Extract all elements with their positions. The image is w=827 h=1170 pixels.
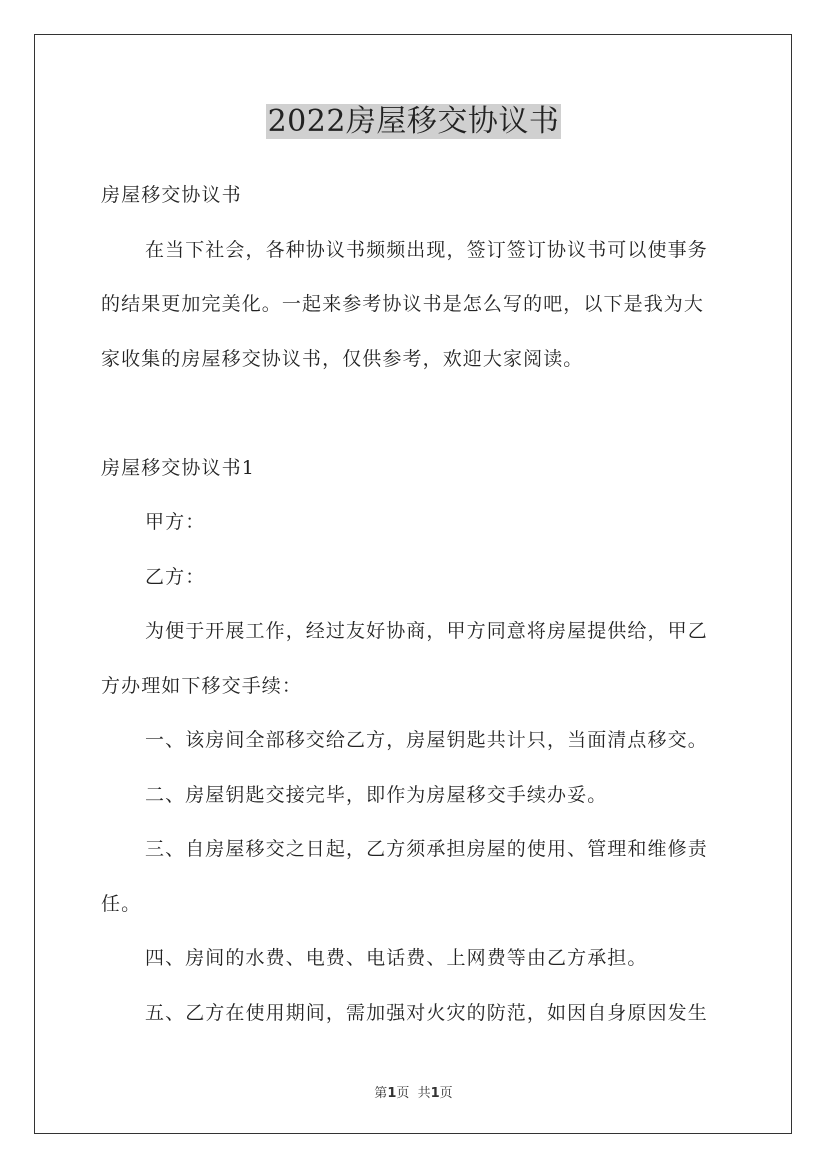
- text-line: 一、该房间全部移交给乙方，房屋钥匙共计只，当面清点移交。: [145, 729, 708, 751]
- footer-prefix: 第: [374, 1086, 388, 1101]
- text-line: 五、乙方在使用期间，需加强对火灾的防范，如因自身原因发生: [145, 1001, 708, 1024]
- page-footer: [0, 1082, 827, 1101]
- text-line: 乙方：: [145, 565, 206, 588]
- document-title: 2022房屋移交协议书: [267, 104, 560, 139]
- document-title-container: [0, 100, 827, 144]
- text-line: 二、房屋钥匙交接完毕，即作为房屋移交手续办妥。: [145, 783, 608, 806]
- text-line: 甲方：: [145, 511, 206, 533]
- text-line: 房屋移交协议书: [101, 184, 242, 206]
- footer-suffix: 页: [439, 1086, 453, 1101]
- text-line: 房屋移交协议书1: [101, 456, 255, 479]
- text-line: 三、自房屋移交之日起，乙方须承担房屋的使用、管理和维修责: [145, 838, 708, 860]
- text-line: 方办理如下移交手续：: [101, 674, 303, 697]
- text-line: 四、房间的水费、电费、电话费、上网费等由乙方承担。: [145, 947, 648, 969]
- text-line: 为便于开展工作，经过友好协商，甲方同意将房屋提供给，甲乙: [145, 620, 708, 642]
- document-body: [101, 168, 727, 1040]
- footer-total-pages: 1: [430, 1086, 440, 1101]
- text-line: 在当下社会，各种协议书频频出现，签订签订协议书可以使事务: [145, 238, 708, 261]
- text-line: 的结果更加完美化。一起来参考协议书是怎么写的吧，以下是我为大: [101, 293, 705, 315]
- text-line: 家收集的房屋移交协议书，仅供参考，欢迎大家阅读。: [101, 347, 584, 370]
- text-line: 任。: [101, 892, 142, 915]
- blank-line: [101, 386, 727, 441]
- footer-middle: 页 共: [396, 1086, 431, 1101]
- footer-page-number: 1: [387, 1086, 397, 1101]
